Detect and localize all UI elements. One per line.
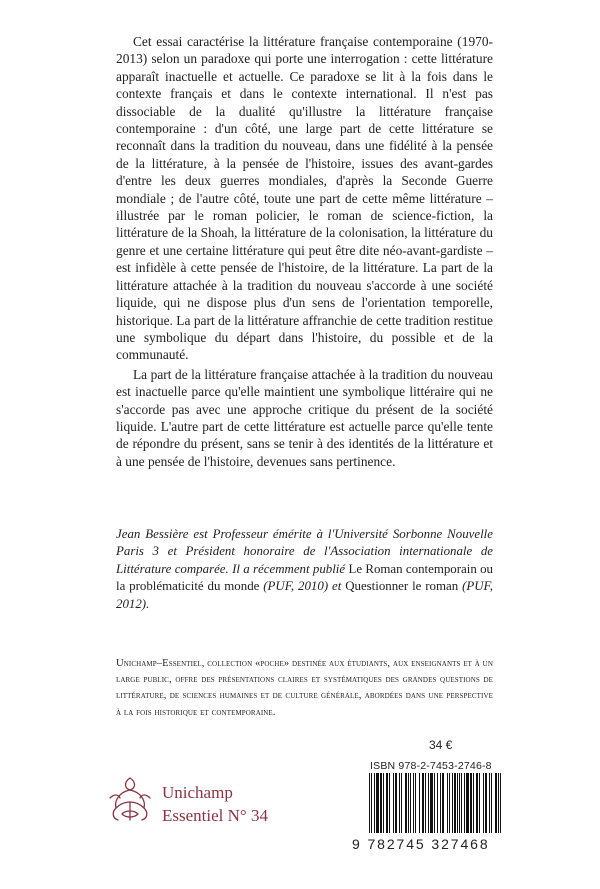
barcode-bar: [413, 773, 414, 833]
barcode-bar: [425, 773, 426, 833]
collection-description: Unichamp–Essentiel, collection «poche» destinée aux étudiants, aux enseignants et à un large public, offre des présentations claires et systématiques des grandes questions de littérature, de sciences humaines et de culture générale, abordées dans une perspective à la fois historique et contemporaine.: [116, 658, 493, 718]
book-title-1: Le Roman contemporain ou la problématicité du monde: [116, 561, 494, 594]
barcode-bar: [410, 773, 411, 833]
barcode-bar: [437, 773, 438, 833]
publisher-logo: [106, 774, 154, 824]
barcode-bar: [434, 773, 435, 833]
barcode-bar: [422, 773, 424, 833]
barcode-bar: [386, 773, 388, 833]
barcode-bar: [371, 773, 372, 833]
barcode-bar: [442, 773, 444, 833]
collection-number: N° 34: [227, 806, 268, 825]
barcode-bar: [452, 773, 453, 833]
barcode-bar: [485, 773, 487, 833]
barcode-bar: [408, 773, 409, 833]
isbn-barcode: [367, 773, 507, 835]
barcode-bar: [428, 773, 429, 833]
barcode-bar: [459, 773, 460, 833]
barcode-bar: [405, 773, 407, 833]
barcode-bar: [464, 773, 465, 833]
summary-paragraph-2: La part de la littérature française attachée à la tradition du nouveau est inactuelle parce qu'elle maintient une symbolique littéraire qui ne s'accorde pas avec une approche critique du présent de la société liquide. L'autre part de cette littérature est actuelle parce qu'elle tente de répondre du présent, sans se tenir à des identités de la littérature et à une pensée de l'histoire, devenues sans pertinence.: [116, 366, 493, 469]
book-publisher-2: (PUF, 2012).: [116, 579, 493, 611]
barcode-bar: [430, 773, 433, 833]
book-publisher-1: (PUF, 2010) et: [263, 579, 342, 594]
collection-brand: [162, 781, 268, 827]
barcode-bar: [369, 773, 370, 833]
barcode-bar: [380, 773, 382, 833]
barcode-bar: [461, 773, 462, 833]
isbn-label: ISBN 978-2-7453-2746-8: [370, 760, 492, 772]
summary-paragraph-1: Cet essai caractérise la littérature française contemporaine (1970-2013) selon un paradoxe qui porte une interrogation : cette littérature apparaît inactuelle et actuelle. Ce paradoxe se lit à la fois dans le contexte français et dans le contexte international. Il n'est pas dissociable de la dualité qu'illustre la littérature française contemporaine : d'un côté, une large part de cette littérature se reconnaît dans la tradition du nouveau, dans une fidélité à la pensée de la littérature, à la pensée de l'histoire, issues des avant-gardes d'entre les deux guerres mondiales, d'après la Seconde Guerre mondiale ; de l'autre côté, toute une part de cette même littérature – illustrée par le roman policier, le roman de science-fiction, la littérature de la Shoah, la littérature de la colonisation, la littérature du genre et une certaine littérature qui peut être dite néo-avant-gardiste – est infidèle à cette pensée de l'histoire, de la littérature. La part de la littérature attachée à la tradition du nouveau s'accorde à une société liquide, qui ne dispose plus d'un sens de l'orientation temporelle, historique. La part de la littérature affranchie de cette tradition restitue une symbolique du départ dans l'histoire, du possible et de la communauté.: [116, 34, 493, 363]
barcode-bar: [393, 773, 394, 833]
barcode-bar: [395, 773, 397, 833]
barcode-bar: [489, 773, 490, 833]
barcode-bar: [399, 773, 400, 833]
brand-line-2: Essentiel: [162, 806, 224, 825]
barcode-bar: [447, 773, 448, 833]
brand-line-1: Unichamp: [162, 783, 233, 802]
barcode-bar: [476, 773, 478, 833]
barcode-bar: [466, 773, 469, 833]
barcode-bar: [389, 773, 390, 833]
barcode-bar: [454, 773, 456, 833]
barcode-bar: [498, 773, 499, 833]
book-title-2: Questionner le roman: [345, 579, 459, 594]
barcode-bar: [470, 773, 472, 833]
barcode-bar: [401, 773, 402, 833]
barcode-bar: [473, 773, 474, 833]
author-bio-text: Jean Bessière est Professeur émérite à l'Université Sorbonne Nouvelle Paris 3 et Président honoraire de l'Association internationale de Littérature comparée. Il a récemment publié: [116, 527, 493, 576]
barcode-bar: [479, 773, 480, 833]
back-cover-summary: [116, 33, 493, 470]
barcode-bar: [483, 773, 484, 833]
barcode-bar: [383, 773, 384, 833]
author-bio: [116, 526, 493, 613]
barcode-bar: [376, 773, 379, 833]
barcode-bar: [440, 773, 441, 833]
barcode-bar: [415, 773, 416, 833]
barcode-bar: [449, 773, 450, 833]
barcode-bar: [419, 773, 420, 833]
barcode-digits: 9 782745 327468: [352, 836, 490, 852]
barcode-bar: [457, 773, 458, 833]
barcode-bar: [491, 773, 492, 833]
price-label: 34 €: [429, 738, 453, 752]
barcode-bar: [374, 773, 375, 833]
barcode-bar: [495, 773, 497, 833]
barcode-bar: [500, 773, 501, 833]
